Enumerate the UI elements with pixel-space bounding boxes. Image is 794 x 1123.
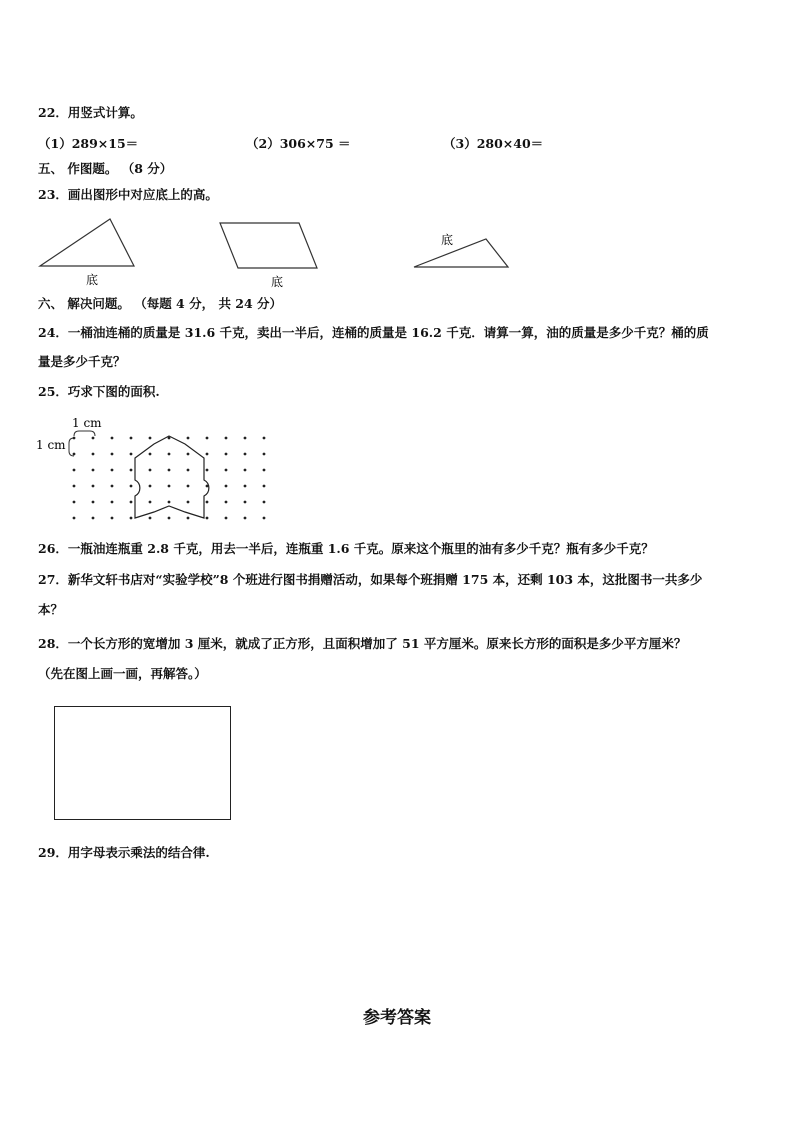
q27-line-2: 本？ [38, 602, 64, 617]
parallelogram [220, 223, 317, 268]
grid-dot [225, 437, 228, 440]
grid-dot [244, 469, 247, 472]
grid-dot [206, 517, 209, 520]
grid-dot [263, 501, 266, 504]
parallelogram-base-label: 底 [271, 275, 284, 289]
triangle-1-base-label: 底 [86, 273, 99, 287]
grid-dot [168, 485, 171, 488]
grid-dot [225, 501, 228, 504]
grid-dot [263, 517, 266, 520]
q28-line-2: （先在图上画一画，再解答。） [38, 666, 207, 681]
grid-dot [187, 517, 190, 520]
grid-dot [187, 469, 190, 472]
unit-x-bracket [74, 431, 95, 436]
unit-x-label: 1 cm [72, 416, 102, 430]
section5-heading: 五、 作图题。 （8 分） [38, 161, 173, 176]
grid-dot [149, 501, 152, 504]
q22-item-1: （1）289×15＝ [38, 136, 139, 151]
grid-dot [225, 517, 228, 520]
grid-dot [92, 501, 95, 504]
grid-dot [244, 437, 247, 440]
q24-line-1: 24．一桶油连桶的质量是 31.6 千克，卖出一半后，连桶的质量是 16.2 千克．请算一算，油的质量是多少千克？桶的质 [38, 325, 709, 340]
grid-dot [168, 453, 171, 456]
grid-dot [206, 469, 209, 472]
grid-dot [111, 501, 114, 504]
triangle-3-base-label: 底 [441, 233, 454, 247]
area-shape [135, 436, 209, 518]
grid-dot [111, 453, 114, 456]
grid-dot [111, 437, 114, 440]
grid-dot [244, 501, 247, 504]
grid-dot [263, 437, 266, 440]
grid-dot [73, 453, 76, 456]
answer-heading: 参考答案 [363, 1008, 431, 1028]
grid-dot [92, 469, 95, 472]
grid-dot [130, 437, 133, 440]
unit-y-label: 1 cm [36, 438, 66, 452]
grid-dot [149, 517, 152, 520]
grid-dot [73, 469, 76, 472]
grid-dot [73, 501, 76, 504]
grid-dot [111, 469, 114, 472]
q23-figures [0, 210, 794, 330]
grid-dot [130, 485, 133, 488]
grid-dot [130, 453, 133, 456]
grid-dot [73, 437, 76, 440]
q22-item-3: （3）280×40＝ [443, 136, 544, 151]
grid-dot [149, 485, 152, 488]
grid-dot [225, 453, 228, 456]
q22-item-2: （2）306×75 ＝ [246, 136, 351, 151]
grid-dot [187, 437, 190, 440]
q25-title: 25．巧求下图的面积. [38, 384, 160, 399]
grid-dot [130, 517, 133, 520]
q26-text: 26．一瓶油连瓶重 2.8 千克，用去一半后，连瓶重 1.6 千克。原来这个瓶里的油有多少千克？瓶有多少千克？ [38, 541, 654, 556]
grid-dot [244, 517, 247, 520]
q25-dot-grid-figure [0, 410, 300, 540]
grid-dot [206, 453, 209, 456]
grid-dot [244, 485, 247, 488]
grid-dot [168, 469, 171, 472]
grid-dot [187, 485, 190, 488]
q29-text: 29．用字母表示乘法的结合律. [38, 845, 210, 860]
grid-dot [187, 501, 190, 504]
grid-dot [130, 501, 133, 504]
grid-dot [73, 517, 76, 520]
grid-dot [73, 485, 76, 488]
grid-dot [263, 453, 266, 456]
grid-dot [225, 485, 228, 488]
grid-dot [130, 469, 133, 472]
grid-dot [92, 485, 95, 488]
q23-title: 23．画出图形中对应底上的高。 [38, 187, 218, 202]
grid-dot [206, 437, 209, 440]
q24-line-2: 量是多少千克？ [38, 354, 126, 369]
grid-dot [111, 485, 114, 488]
grid-dot [168, 501, 171, 504]
grid-dot [92, 453, 95, 456]
grid-dot [263, 469, 266, 472]
grid-dot [149, 453, 152, 456]
grid-dot [168, 517, 171, 520]
grid-dot [263, 485, 266, 488]
grid-dot [244, 453, 247, 456]
grid-dot [225, 469, 228, 472]
grid-dot [92, 517, 95, 520]
grid-dot [206, 501, 209, 504]
triangle-3 [414, 239, 508, 267]
grid-dot [187, 453, 190, 456]
grid-dot [149, 437, 152, 440]
q27-line-1: 27．新华文轩书店对“实验学校”8 个班进行图书捐赠活动，如果每个班捐赠 175 本，还剩 103 本，这批图书一共多少 [38, 572, 703, 587]
grid-dot [92, 437, 95, 440]
triangle-1 [40, 219, 134, 266]
grid-dot [111, 517, 114, 520]
dot-grid [73, 437, 266, 520]
q28-line-1: 28．一个长方形的宽增加 3 厘米，就成了正方形，且面积增加了 51 平方厘米。原来长方形的面积是多少平方厘米？ [38, 636, 687, 651]
section6-heading: 六、 解决问题。 （每题 4 分， 共 24 分） [38, 296, 283, 311]
q22-title: 22．用竖式计算。 [38, 105, 143, 120]
grid-dot [149, 469, 152, 472]
q28-rectangle [54, 706, 231, 820]
